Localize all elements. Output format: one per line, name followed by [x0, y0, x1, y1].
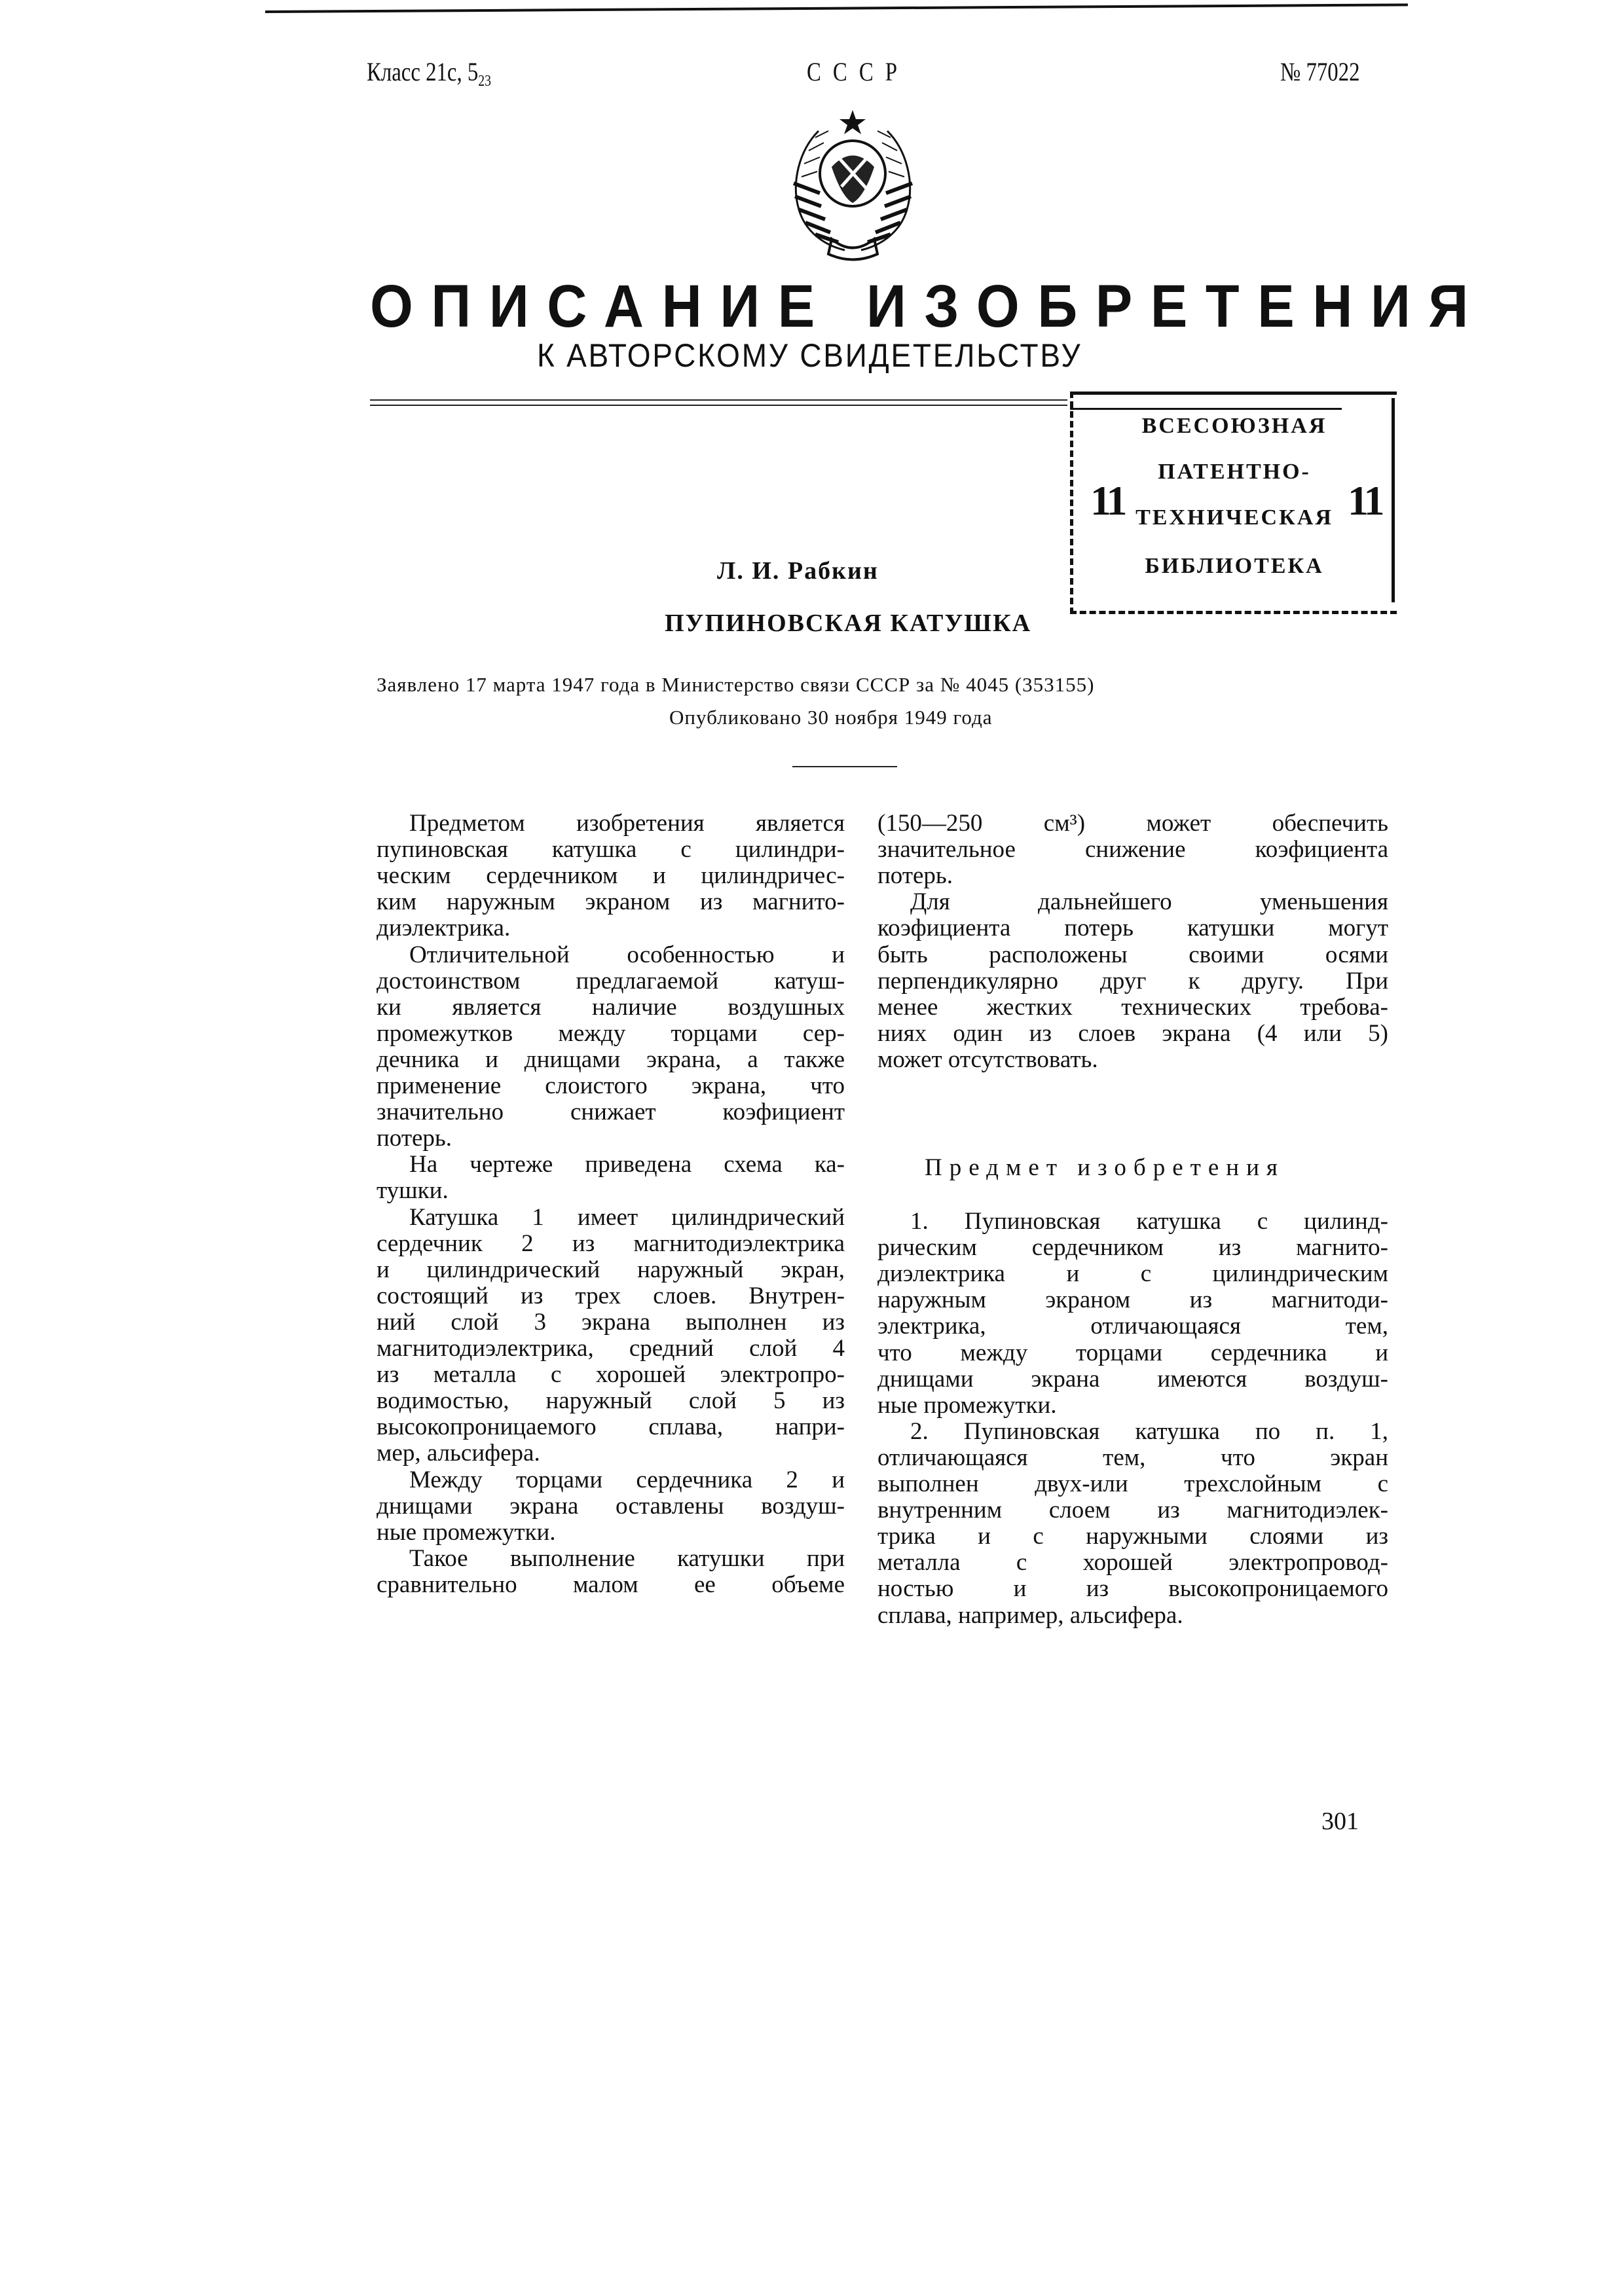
title-rule-lower [370, 405, 1067, 406]
text-line: диэлектрика и с цилиндрическим [877, 1260, 1388, 1288]
text-line: ниях один из слоев экрана (4 или 5) [877, 1019, 1388, 1047]
stamp-inner-rule [1070, 408, 1342, 410]
text-line: металла с хорошей электропровод- [877, 1549, 1388, 1576]
text-line: днищами экрана оставлены воздуш- [377, 1492, 845, 1520]
text-line: может отсутствовать. [877, 1046, 1098, 1073]
text-line: высокопроницаемого сплава, напри- [377, 1413, 845, 1441]
text-line: значительное снижение коэфициента [877, 836, 1388, 864]
text-line: сплава, например, альсифера. [877, 1601, 1183, 1629]
text-line: Катушка 1 имеет цилиндрический [409, 1203, 845, 1231]
text-line: ким наружным экраном из магнито- [377, 888, 845, 916]
text-line: пупиновская катушка с цилиндри- [377, 836, 845, 864]
text-line: Для дальнейшего уменьшения [910, 888, 1388, 916]
text-line: 2. Пупиновская катушка по п. 1, [910, 1417, 1388, 1445]
filing-info: Заявлено 17 марта 1947 года в Министерство связи СССР за № 4045 (353155) [377, 673, 1095, 696]
text-line: отличающаяся тем, что экран [877, 1444, 1388, 1471]
text-line: сердечник 2 из магнитодиэлектрика [377, 1230, 845, 1257]
claims-heading: Предмет изобретения [925, 1154, 1285, 1181]
text-line: дечника и днищами экрана, а также [377, 1046, 845, 1073]
text-line: тушки. [377, 1177, 449, 1205]
text-line: мер, альсифера. [377, 1440, 540, 1467]
text-line: потерь. [877, 862, 953, 890]
text-line: ний слой 3 экрана выполнен из [377, 1308, 845, 1336]
stamp-mark-left: 11 [1090, 477, 1125, 524]
stamp-line: БИБЛИОТЕКА [1145, 554, 1324, 578]
stamp-line: ТЕХНИЧЕСКАЯ [1135, 505, 1333, 530]
text-line: водимостью, наружный слой 5 из [377, 1387, 845, 1415]
classification [367, 58, 491, 96]
text-line: ческим сердечником и цилиндричес- [377, 862, 845, 890]
text-line: диэлектрика. [377, 915, 511, 942]
title-rule-upper [370, 399, 1067, 401]
text-line: достоинством предлагаемой катуш- [377, 967, 845, 994]
text-line: На чертеже приведена схема ка- [409, 1151, 845, 1178]
text-line: значительно снижает коэфициент [377, 1099, 845, 1126]
text-line: (150—250 см³) может обеспечить [877, 810, 1388, 837]
text-line: Такое выполнение катушки при [409, 1544, 845, 1572]
top-rule [265, 3, 1408, 13]
text-line: что между торцами сердечника и [877, 1339, 1388, 1366]
text-line: наружным экраном из магнитоди- [877, 1286, 1388, 1314]
text-line: перпендикулярно друг к другу. При [877, 967, 1388, 994]
text-line: сравнительно малом ее объеме [377, 1571, 845, 1598]
text-line: применение слоистого экрана, что [377, 1072, 845, 1099]
text-line: 1. Пупиновская катушка с цилинд- [910, 1208, 1388, 1235]
text-line: и цилиндрический наружный экран, [377, 1256, 845, 1283]
text-line: промежутков между торцами сер- [377, 1019, 845, 1047]
text-line: ные промежутки. [377, 1518, 556, 1546]
text-line: потерь. [377, 1125, 452, 1152]
patent-number: № 77022 [1280, 57, 1360, 86]
text-line: днищами экрана имеются воздуш- [877, 1365, 1388, 1393]
stamp-right-border [1392, 398, 1395, 602]
publication-info: Опубликовано 30 ноября 1949 года [669, 706, 993, 729]
text-line: состоящий из трех слоев. Внутрен- [377, 1282, 845, 1309]
page-number: 301 [1321, 1808, 1359, 1835]
text-line: Предметом изобретения является [409, 810, 845, 837]
text-line: из металла с хорошей электропро- [377, 1361, 845, 1389]
text-line: менее жестких технических требова- [877, 993, 1388, 1021]
text-line: ки является наличие воздушных [377, 993, 845, 1021]
separator-rule [792, 766, 897, 767]
text-line: внутренним слоем из магнитодиэлек- [877, 1497, 1388, 1524]
text-line: быть расположены своими осями [877, 941, 1388, 968]
invention-title: ПУПИНОВСКАЯ КАТУШКА [665, 610, 1032, 637]
class-subscript: 23 [478, 73, 491, 90]
text-line: Между торцами сердечника 2 и [409, 1466, 845, 1493]
document-subtitle: К АВТОРСКОМУ СВИДЕТЕЛЬСТВУ [537, 337, 1082, 374]
document-title: ОПИСАНИЕ ИЗОБРЕТЕНИЯ [370, 273, 1486, 340]
text-line: ностью и из высокопроницаемого [877, 1575, 1388, 1603]
text-line: электрика, отличающаяся тем, [877, 1313, 1388, 1340]
stamp-mark-right: 11 [1348, 477, 1382, 524]
text-line: Отличительной особенностью и [409, 941, 845, 968]
text-line: магнитодиэлектрика, средний слой 4 [377, 1335, 845, 1362]
class-label: Класс 21с, 5 [367, 57, 479, 86]
text-line: ные промежутки. [877, 1391, 1057, 1419]
country-label: СССР [807, 57, 910, 86]
text-line: трика и с наружными слоями из [877, 1523, 1388, 1550]
stamp-line: ВСЕСОЮЗНАЯ [1141, 414, 1327, 438]
text-line: выполнен двух-или трехслойным с [877, 1470, 1388, 1497]
text-line: рическим сердечником из магнито- [877, 1234, 1388, 1262]
author-name: Л. И. Рабкин [717, 557, 879, 585]
text-line: коэфициента потерь катушки могут [877, 915, 1388, 942]
stamp-line: ПАТЕНТНО- [1158, 460, 1311, 484]
ussr-coat-of-arms-icon [779, 105, 927, 262]
